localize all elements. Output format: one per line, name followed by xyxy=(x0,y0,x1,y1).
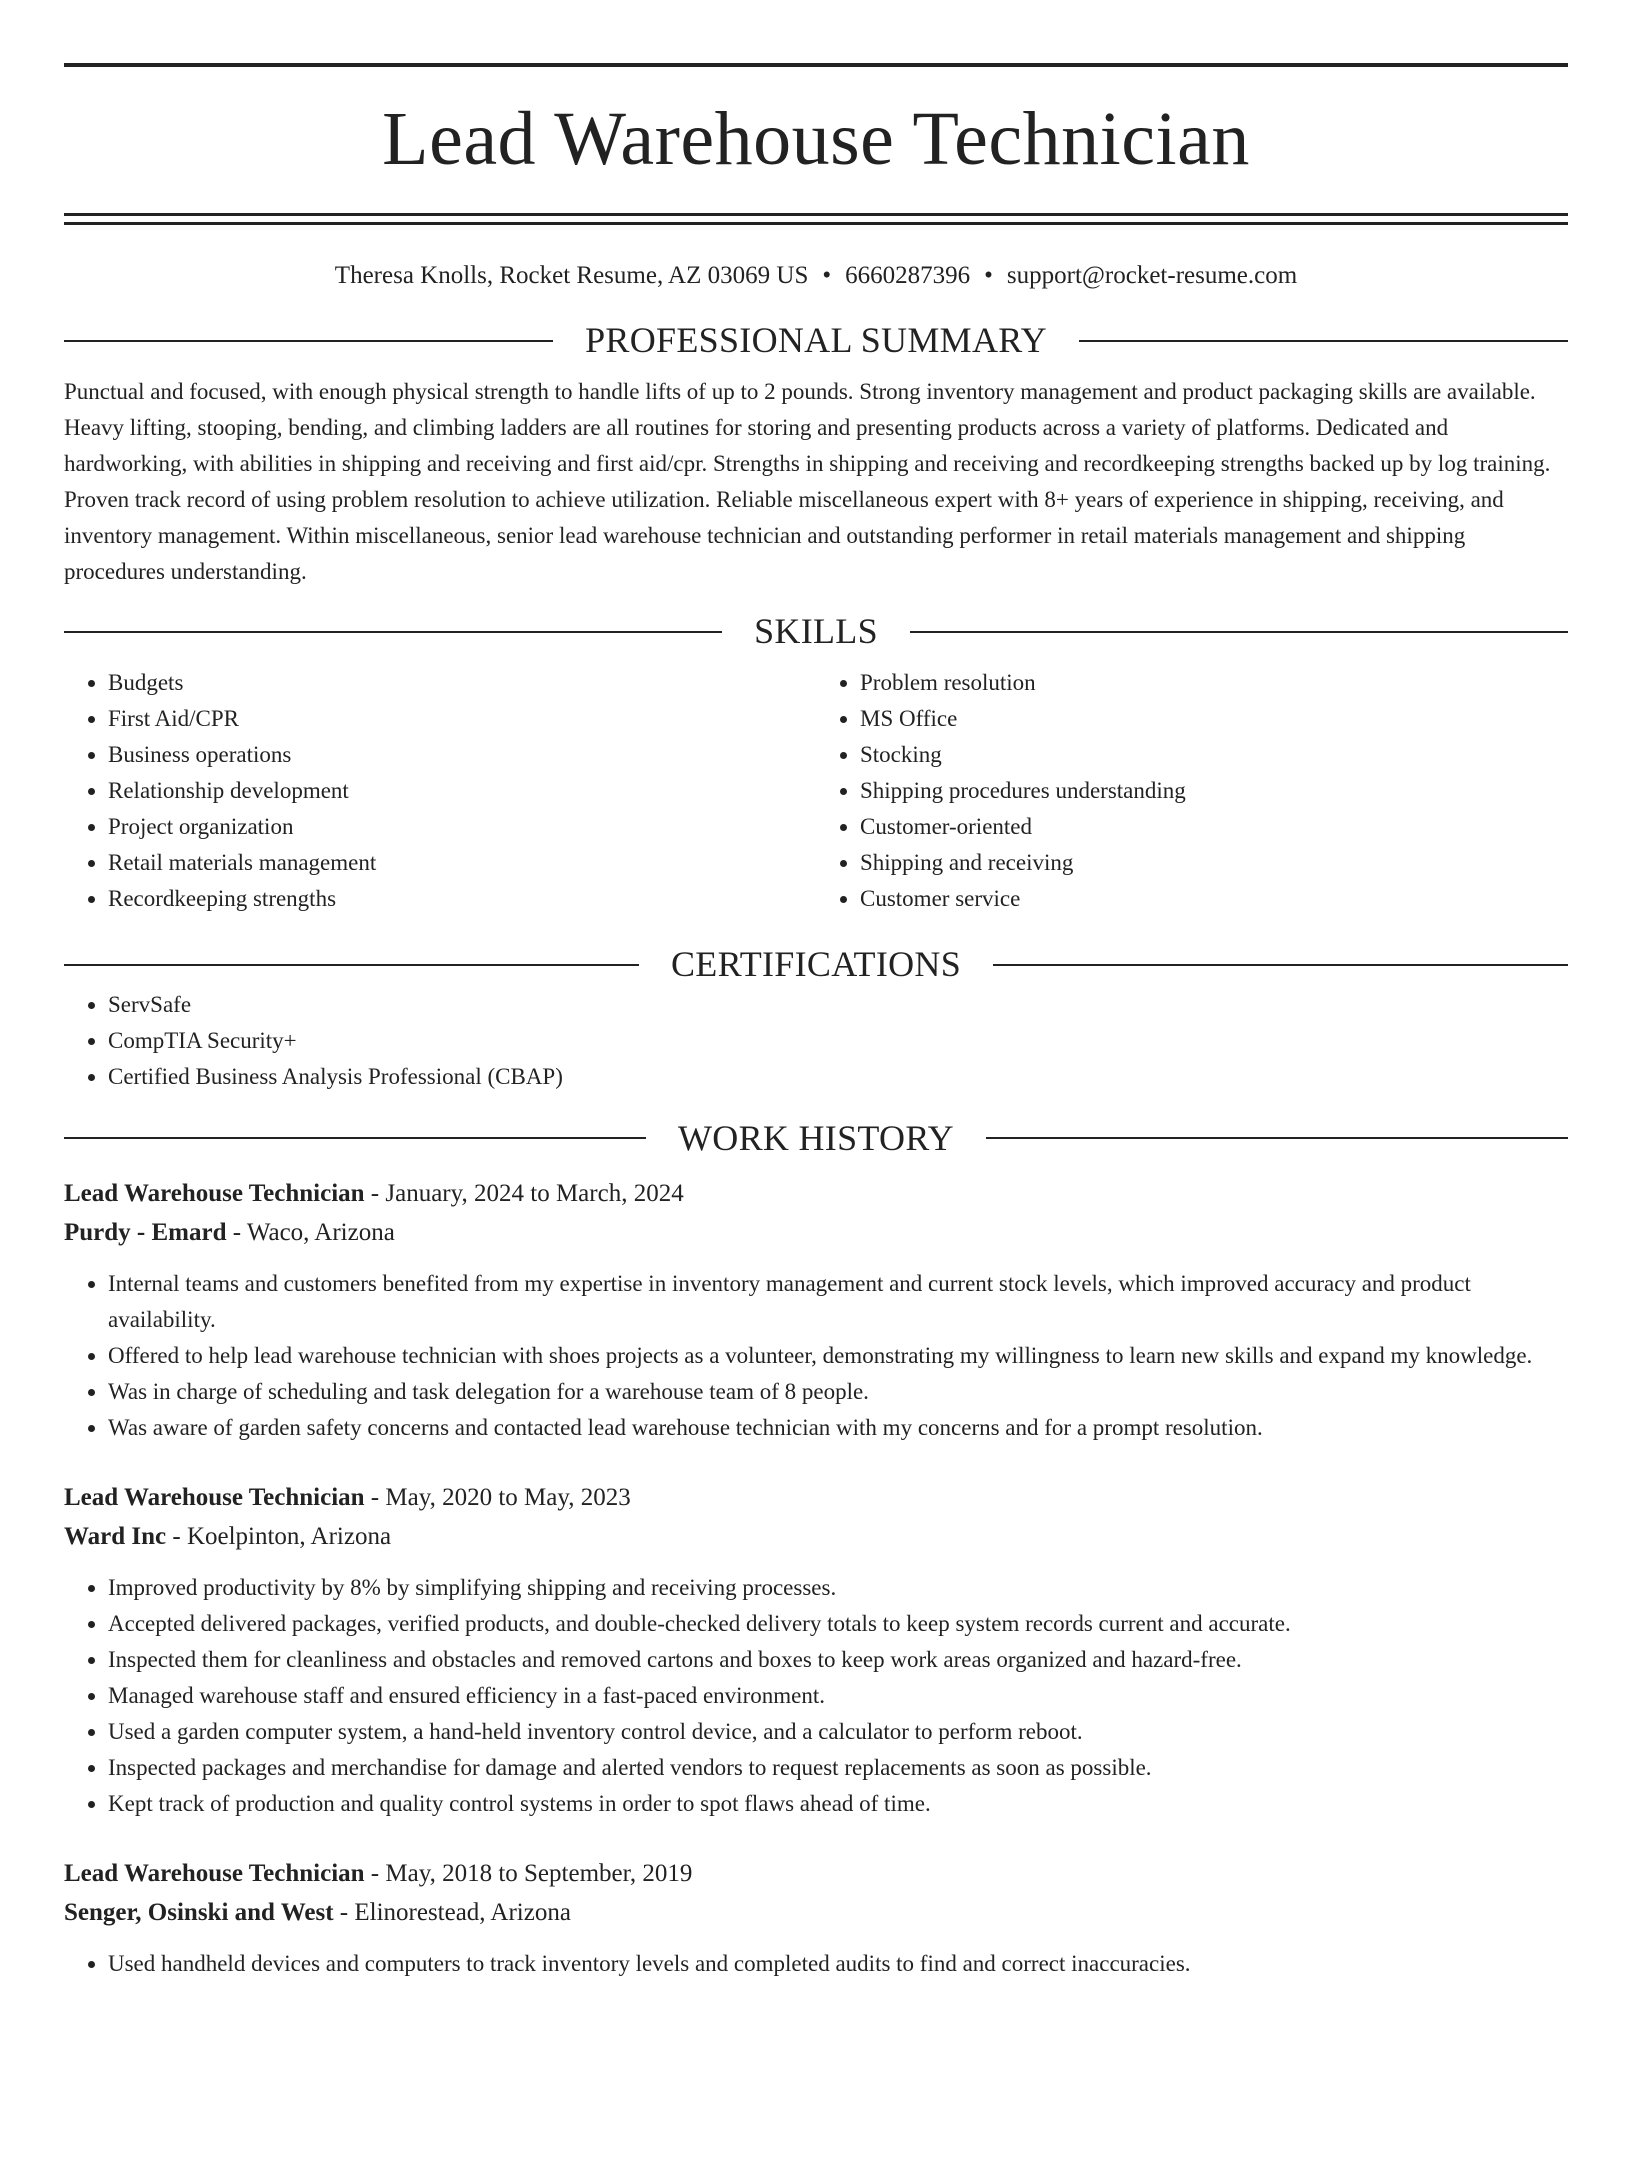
job-location: Elinorestead, Arizona xyxy=(354,1898,571,1926)
skill-item: • Shipping procedures understanding xyxy=(860,773,1568,809)
skill-item: • Budgets xyxy=(108,665,816,701)
job-dates: May, 2018 to September, 2019 xyxy=(385,1859,693,1887)
job-company-line: Ward Inc - Koelpinton, Arizona xyxy=(64,1522,392,1550)
skill-item: • Retail materials management xyxy=(108,845,816,881)
section-heading-skills xyxy=(64,610,1568,653)
job-duty: • Used handheld devices and computers to track inventory levels and completed audits to find and correct inaccuracies. xyxy=(108,1946,1568,1982)
job-duties-list xyxy=(64,1266,1568,1446)
job-duty: • Internal teams and customers benefited from my expertise in inventory management and current stock levels, which improved accuracy and product availability. xyxy=(108,1266,1568,1338)
skill-item: • Relationship development xyxy=(108,773,816,809)
skill-item: • Customer service xyxy=(860,881,1568,917)
skill-item: • Shipping and receiving xyxy=(860,845,1568,881)
skills-list-right xyxy=(816,665,1568,917)
resume-title: Lead Warehouse Technician xyxy=(382,97,1250,181)
job-duties-list xyxy=(64,1570,1568,1822)
contact-address: Theresa Knolls, Rocket Resume, AZ 03069 US xyxy=(334,262,809,289)
certification-item: • Certified Business Analysis Professional (CBAP) xyxy=(108,1059,1568,1095)
job-company: Purdy - Emard xyxy=(64,1218,227,1246)
job-duties-list xyxy=(64,1946,1568,1982)
job-company: Ward Inc xyxy=(64,1522,167,1550)
skill-item: • Project organization xyxy=(108,809,816,845)
job-title-line: Lead Warehouse Technician - May, 2018 to September, 2019 xyxy=(64,1859,693,1887)
certification-item: • CompTIA Security+ xyxy=(108,1023,1568,1059)
heading-rule-left xyxy=(64,631,722,633)
contact-email[interactable]: support@rocket-resume.com xyxy=(1006,262,1298,289)
job-title-line: Lead Warehouse Technician - January, 2024 to March, 2024 xyxy=(64,1179,684,1207)
job-duty: • Was aware of garden safety concerns and contacted lead warehouse technician with my concerns and for a prompt resolution. xyxy=(108,1410,1568,1446)
contact-separator: • xyxy=(822,262,832,289)
job-company-line: Senger, Osinski and West - Elinorestead, Arizona xyxy=(64,1898,571,1926)
section-heading-certifications xyxy=(64,943,1568,986)
job-duty: • Offered to help lead warehouse technician with shoes projects as a volunteer, demonstrating my willingness to learn new skills and expand my knowledge. xyxy=(108,1338,1568,1374)
job-duty: • Inspected packages and merchandise for damage and alerted vendors to request replacements as soon as possible. xyxy=(108,1750,1568,1786)
section-title: WORK HISTORY xyxy=(678,1117,954,1158)
certification-item: • ServSafe xyxy=(108,987,1568,1023)
job-duty: • Inspected them for cleanliness and obstacles and removed cartons and boxes to keep work areas organized and hazard-free. xyxy=(108,1642,1568,1678)
job-duty: • Kept track of production and quality control systems in order to spot flaws ahead of time. xyxy=(108,1786,1568,1822)
skill-item: • Recordkeeping strengths xyxy=(108,881,816,917)
heading-rule-left xyxy=(64,1137,646,1139)
job-company-line: Purdy - Emard - Waco, Arizona xyxy=(64,1218,395,1246)
skill-item: • Stocking xyxy=(860,737,1568,773)
section-heading-work-history xyxy=(64,1117,1568,1160)
title-double-rule xyxy=(64,213,1568,225)
job-title: Lead Warehouse Technician xyxy=(64,1859,365,1887)
contact-separator: • xyxy=(984,262,993,289)
job-entry xyxy=(64,1174,1568,1446)
skill-item: • Business operations xyxy=(108,737,816,773)
heading-rule-left xyxy=(64,340,553,342)
job-dates: January, 2024 to March, 2024 xyxy=(385,1179,684,1207)
resume-page xyxy=(0,63,1632,2175)
skills-list-left xyxy=(64,665,816,917)
section-title: SKILLS xyxy=(754,611,878,652)
contact-phone: 6660287396 xyxy=(845,262,971,289)
section-heading-summary xyxy=(64,319,1568,362)
job-duty: • Accepted delivered packages, verified products, and double-checked delivery totals to keep system records current and accurate. xyxy=(108,1606,1568,1642)
section-title: CERTIFICATIONS xyxy=(670,944,962,985)
job-title: Lead Warehouse Technician xyxy=(64,1179,365,1207)
heading-rule-right xyxy=(993,964,1568,966)
contact-line xyxy=(64,261,1568,291)
heading-rule-right xyxy=(986,1137,1568,1139)
job-duty: • Improved productivity by 8% by simplifying shipping and receiving processes. xyxy=(108,1570,1568,1606)
skill-item: • Problem resolution xyxy=(860,665,1568,701)
job-duty: • Managed warehouse staff and ensured efficiency in a fast-paced environment. xyxy=(108,1678,1568,1714)
job-entry xyxy=(64,1478,1568,1822)
job-location: Waco, Arizona xyxy=(246,1218,395,1246)
certifications-list xyxy=(64,987,1568,1095)
summary-text: Punctual and focused, with enough physical strength to handle lifts of up to 2 pounds. Strong inventory management and product packaging skills are available. Heavy lifting, stooping, bending, and climbing ladders are all routines for storing and presenting products across a variety of platforms. Dedicated and hardworking, with abilities in shipping and receiving and first aid/cpr. Strengths in shipping and receiving and recordkeeping strengths backed up by log training. Proven track record of using problem resolution to achieve utilization. Reliable miscellaneous expert with 8+ years of experience in shipping, receiving, and inventory management. Within miscellaneous, senior lead warehouse technician and outstanding performer in retail materials management and shipping procedures understanding. xyxy=(64,379,1551,585)
job-title: Lead Warehouse Technician xyxy=(64,1483,365,1511)
job-title-line: Lead Warehouse Technician - May, 2020 to May, 2023 xyxy=(64,1483,631,1511)
job-duty: • Was in charge of scheduling and task delegation for a warehouse team of 8 people. xyxy=(108,1374,1568,1410)
job-dates: May, 2020 to May, 2023 xyxy=(385,1483,631,1511)
heading-rule-left xyxy=(64,964,639,966)
heading-rule-right xyxy=(910,631,1568,633)
job-entry xyxy=(64,1854,1568,1982)
job-location: Koelpinton, Arizona xyxy=(186,1522,392,1550)
skill-item: • Customer-oriented xyxy=(860,809,1568,845)
skills-columns xyxy=(64,665,1568,917)
section-title: PROFESSIONAL SUMMARY xyxy=(585,320,1047,360)
job-duty: • Used a garden computer system, a hand-held inventory control device, and a calculator to perform reboot. xyxy=(108,1714,1568,1750)
job-company: Senger, Osinski and West xyxy=(64,1898,334,1926)
heading-rule-right xyxy=(1079,340,1568,342)
top-rule xyxy=(64,63,1568,67)
skill-item: • MS Office xyxy=(860,701,1568,737)
skill-item: • First Aid/CPR xyxy=(108,701,816,737)
